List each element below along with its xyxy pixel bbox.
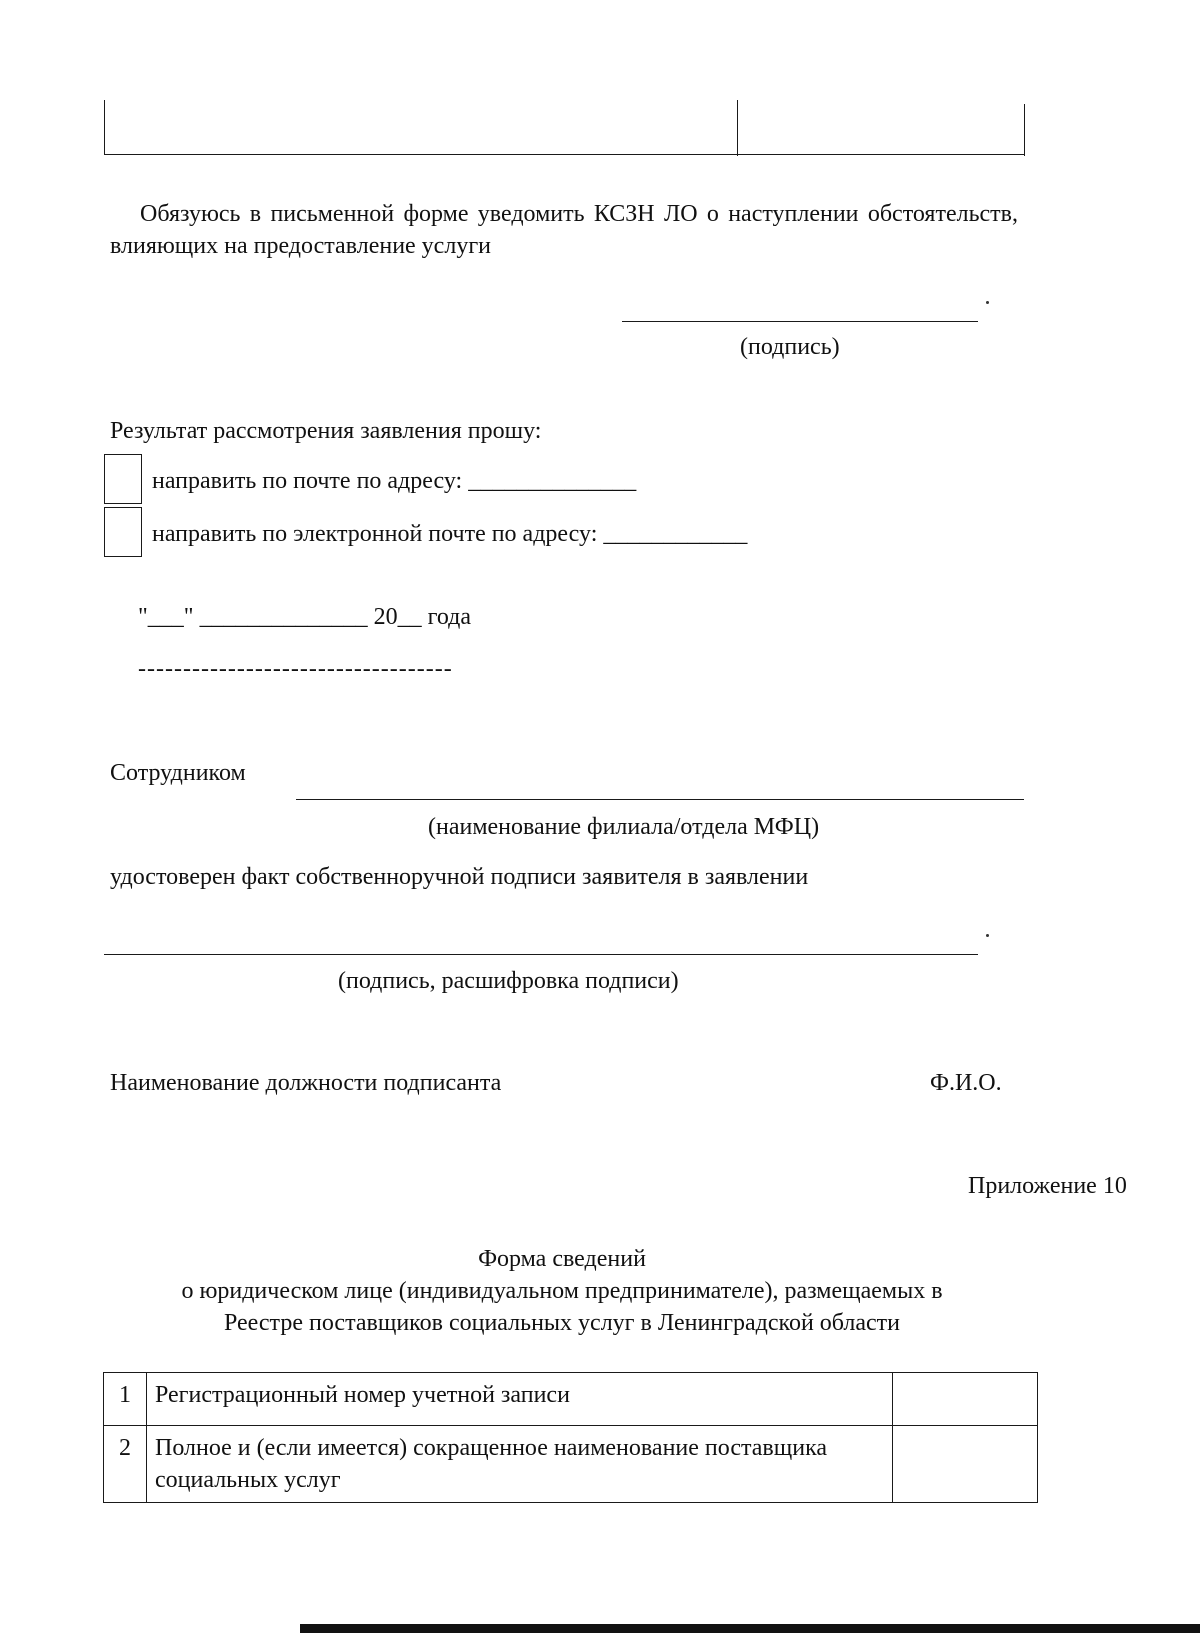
employee-label: Сотрудником [110,760,246,786]
employee-signature-caption: (подпись, расшифровка подписи) [338,968,679,994]
scan-edge-bar [300,1624,1200,1633]
signer-position: Наименование должности подписанта [110,1070,502,1096]
mail-option-checkbox[interactable] [104,454,142,504]
email-option-checkbox[interactable] [104,507,142,557]
mail-option-label: направить по почте по адресу: ______________ [152,468,637,494]
form-title-line2: о юридическом лице (индивидуальном предпринимателе), размещаемых в [181,1278,943,1304]
row-number: 1 [104,1373,147,1426]
obligation-text: Обязуюсь в письменной форме уведомить КСЗН ЛО о наступлении обстоятельств, влияющих на предоставление услуги [110,201,1018,259]
date-dashes: ----------------------------------- [138,656,453,682]
table-row [104,1373,1038,1426]
row-value-cell[interactable] [893,1426,1038,1503]
signature-line[interactable] [622,321,978,322]
row-label: Регистрационный номер учетной записи [147,1373,893,1426]
row-number: 2 [104,1426,147,1503]
row-label: Полное и (если имеется) сокращенное наименование поставщика социальных услуг [147,1426,893,1503]
appendix-label: Приложение 10 [968,1173,1127,1199]
signer-name: Ф.И.О. [930,1070,1002,1096]
registry-table [103,1372,1038,1503]
table-row [104,1426,1038,1503]
date-line[interactable]: "___" ______________ 20__ года [138,604,472,630]
email-option-label: направить по электронной почте по адресу: ____________ [152,521,748,547]
certified-text: удостоверен факт собственноручной подписи заявителя в заявлении [110,864,809,890]
form-title-line1: Форма сведений [478,1246,646,1272]
signature-caption: (подпись) [740,334,840,360]
form-title-line3: Реестре поставщиков социальных услуг в Ленинградской области [223,1310,901,1336]
result-heading: Результат рассмотрения заявления прошу: [110,418,542,444]
row-value-cell[interactable] [893,1373,1038,1426]
branch-name-line[interactable] [296,799,1024,800]
employee-signature-line[interactable] [104,954,978,955]
branch-caption: (наименование филиала/отдела МФЦ) [428,814,820,840]
